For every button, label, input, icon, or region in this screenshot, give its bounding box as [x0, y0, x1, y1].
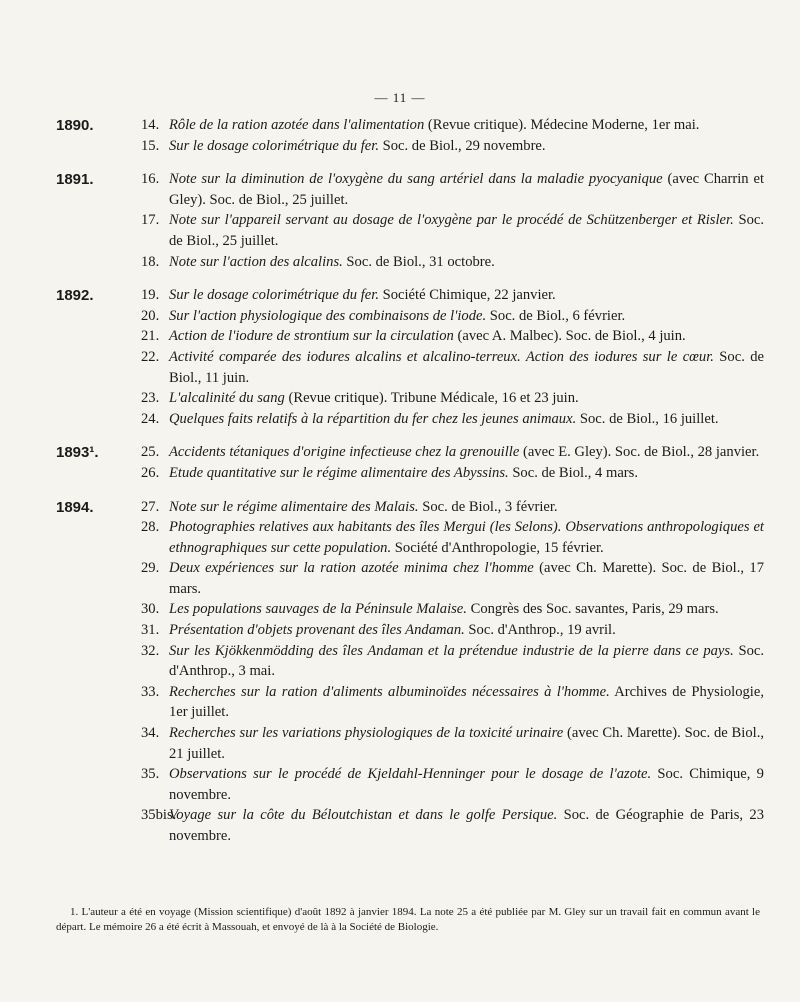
- entry-number: 35.: [141, 766, 160, 783]
- entry-details: Soc. de Biol., 29 novembre.: [378, 137, 546, 154]
- entry-number: 28.: [141, 519, 160, 536]
- entry-title: Présentation d'objets provenant des îles Andaman.: [169, 622, 465, 639]
- entry-details: (avec A. Malbec). Soc. de Biol., 4 juin.: [453, 328, 686, 345]
- entry-number: 27.: [141, 498, 160, 515]
- entry-title: Deux expériences sur la ration azotée minima chez l'homme: [169, 560, 534, 577]
- entry-details: Archives de Physiologie, 1er juillet.: [169, 683, 764, 721]
- bibliography-entry: [0, 409, 800, 430]
- entry-title: L'alcalinité du sang: [169, 390, 285, 407]
- entry-number: 19.: [141, 287, 160, 304]
- bibliography-entry: [0, 326, 800, 347]
- entry-number: 34.: [141, 725, 160, 742]
- entry-title: Activité comparée des iodures alcalins et alcalino-terreux. Action des iodures sur le cœur.: [169, 348, 714, 365]
- entry-number: 22.: [141, 348, 160, 365]
- entry-details: Soc. de Géographie de Paris, 23 novembre.: [169, 807, 765, 844]
- bibliography-entry: [0, 388, 800, 409]
- year-heading: 1891.: [56, 171, 94, 189]
- entry-number: 18.: [141, 253, 160, 270]
- year-heading: 1893¹.: [56, 444, 99, 462]
- entry-details: Société d'Anthropologie, 15 février.: [391, 539, 604, 556]
- entry-number: 35bis.: [141, 807, 177, 824]
- bibliography-entry: [0, 599, 800, 620]
- entry-title: Etude quantitative sur le régime alimentaire des Abyssins.: [169, 464, 509, 481]
- entry-number: 31.: [141, 622, 160, 639]
- entry-details: Société Chimique, 22 janvier.: [378, 287, 556, 304]
- entry-title: Sur le dosage colorimétrique du fer.: [169, 287, 379, 304]
- bibliography-entry: [0, 169, 800, 210]
- page-number: — 11 —: [374, 90, 426, 105]
- entry-details: (avec Charrin et Gley). Soc. de Biol., 25 juillet.: [169, 171, 764, 208]
- entry-number: 24.: [141, 410, 160, 427]
- bibliography-entry: [0, 463, 800, 484]
- bibliography-entry: [0, 347, 800, 388]
- entry-title: Note sur l'action des alcalins.: [169, 253, 343, 270]
- entry-details: (Revue critique). Tribune Médicale, 16 et 23 juin.: [284, 390, 579, 407]
- year-heading: 1894.: [56, 498, 94, 516]
- entry-details: (avec Ch. Marette). Soc. de Biol., 21 juillet.: [169, 725, 764, 762]
- bibliography-entry: [0, 497, 800, 518]
- entry-title: Accidents tétaniques d'origine infectieuse chez la grenouille: [169, 444, 520, 461]
- entry-number: 29.: [141, 560, 160, 577]
- entry-details: Soc. d'Anthrop., 19 avril.: [464, 622, 616, 639]
- entry-title: Rôle de la ration azotée dans l'alimentation: [169, 117, 425, 133]
- entry-details: (avec Ch. Marette). Soc. de Biol., 17 mars.: [169, 560, 764, 597]
- entry-title: Note sur l'appareil servant au dosage de l'oxygène par le procédé de Schützenberger et Risler.: [169, 212, 734, 229]
- entry-number: 30.: [141, 601, 160, 618]
- bibliography-entry: [0, 558, 800, 599]
- entry-details: Soc. Chimique, 9 novembre.: [169, 766, 764, 803]
- entry-number: 16.: [141, 171, 160, 188]
- bibliography-entry: [0, 517, 800, 558]
- entry-number: 21.: [141, 328, 160, 345]
- entry-title: Recherches sur les variations physiologiques de la toxicité urinaire: [169, 725, 564, 742]
- entry-number: 14.: [141, 117, 160, 133]
- year-block: [0, 497, 800, 847]
- bibliography-entry: [0, 252, 800, 273]
- entry-title: Sur l'action physiologique des combinaisons de l'iode.: [169, 307, 487, 324]
- entry-details: Soc. de Biol., 31 octobre.: [342, 253, 495, 270]
- entry-title: Les populations sauvages de la Péninsule Malaise.: [169, 601, 467, 618]
- bibliography-entry: [0, 682, 800, 723]
- bibliography-entry: [0, 805, 800, 846]
- footnotes: [56, 905, 760, 934]
- year-block: [0, 115, 800, 156]
- bibliography-entry: [0, 723, 800, 764]
- footnote-1: 1. L'auteur a été en voyage (Mission scientifique) d'août 1892 à janvier 1894. La note 25 a été publiée par M. Gley sur un travail fait en commun avant le départ. Le mémoire 26 a été écrit à Massouah, et envoyé de là à la Société de Biologie.: [56, 906, 760, 933]
- entry-title: Note sur la diminution de l'oxygène du sang artériel dans la maladie pyocyanique: [169, 171, 663, 188]
- entry-number: 20.: [141, 307, 160, 324]
- entry-title: Sur le dosage colorimétrique du fer.: [169, 137, 379, 154]
- bibliography-entry: [0, 306, 800, 327]
- entry-number: 25.: [141, 444, 160, 461]
- entry-details: Soc. de Biol., 6 février.: [486, 307, 626, 324]
- entry-details: Soc. d'Anthrop., 3 mai.: [169, 642, 764, 680]
- entry-number: 26.: [141, 464, 160, 481]
- entry-details: Soc. de Biol., 25 juillet.: [169, 212, 764, 249]
- entry-details: Soc. de Biol., 16 juillet.: [576, 410, 719, 427]
- bibliography-entry: [0, 620, 800, 641]
- entry-details: (avec E. Gley). Soc. de Biol., 28 janvier.: [519, 444, 760, 461]
- bibliography-list: [0, 115, 800, 860]
- entry-title: Recherches sur la ration d'aliments albuminoïdes nécessaires à l'homme.: [169, 683, 610, 700]
- entry-number: 17.: [141, 212, 160, 229]
- bibliography-entry: [0, 115, 800, 136]
- entry-title: Note sur le régime alimentaire des Malais.: [169, 498, 419, 515]
- bibliography-entry: [0, 136, 800, 157]
- entry-details: Congrès des Soc. savantes, Paris, 29 mars.: [466, 601, 719, 618]
- entry-title: Photographies relatives aux habitants des îles Mergui (les Selons). Observations anthropologiques et ethnographiques sur cette population.: [169, 519, 764, 556]
- entry-title: Quelques faits relatifs à la répartition du fer chez les jeunes animaux.: [169, 410, 577, 427]
- entry-title: Observations sur le procédé de Kjeldahl-Henninger pour le dosage de l'azote.: [169, 766, 652, 783]
- entry-number: 23.: [141, 390, 160, 407]
- bibliography-entry: [0, 641, 800, 682]
- bibliography-entry: [0, 285, 800, 306]
- entry-details: (Revue critique). Médecine Moderne, 1er mai.: [424, 117, 700, 133]
- year-heading: 1892.: [56, 287, 94, 305]
- bibliography-entry: [0, 442, 800, 463]
- year-block: [0, 285, 800, 429]
- bibliography-entry: [0, 210, 800, 251]
- entry-details: Soc. de Biol., 11 juin.: [169, 348, 764, 386]
- entry-title: Action de l'iodure de strontium sur la circulation: [169, 328, 454, 345]
- year-block: [0, 442, 800, 483]
- entry-title: Sur les Kjökkenmödding des îles Andaman et la prétendue industrie de la pierre dans ce pays.: [169, 642, 734, 659]
- year-heading: 1890.: [56, 117, 94, 134]
- entry-details: Soc. de Biol., 3 février.: [418, 498, 558, 515]
- entry-details: Soc. de Biol., 4 mars.: [508, 464, 638, 481]
- bibliography-entry: [0, 764, 800, 805]
- entry-title: Voyage sur la côte du Béloutchistan et dans le golfe Persique.: [169, 807, 558, 824]
- entry-number: 33.: [141, 683, 160, 700]
- entry-number: 15.: [141, 137, 160, 154]
- year-block: [0, 169, 800, 272]
- entry-number: 32.: [141, 642, 160, 659]
